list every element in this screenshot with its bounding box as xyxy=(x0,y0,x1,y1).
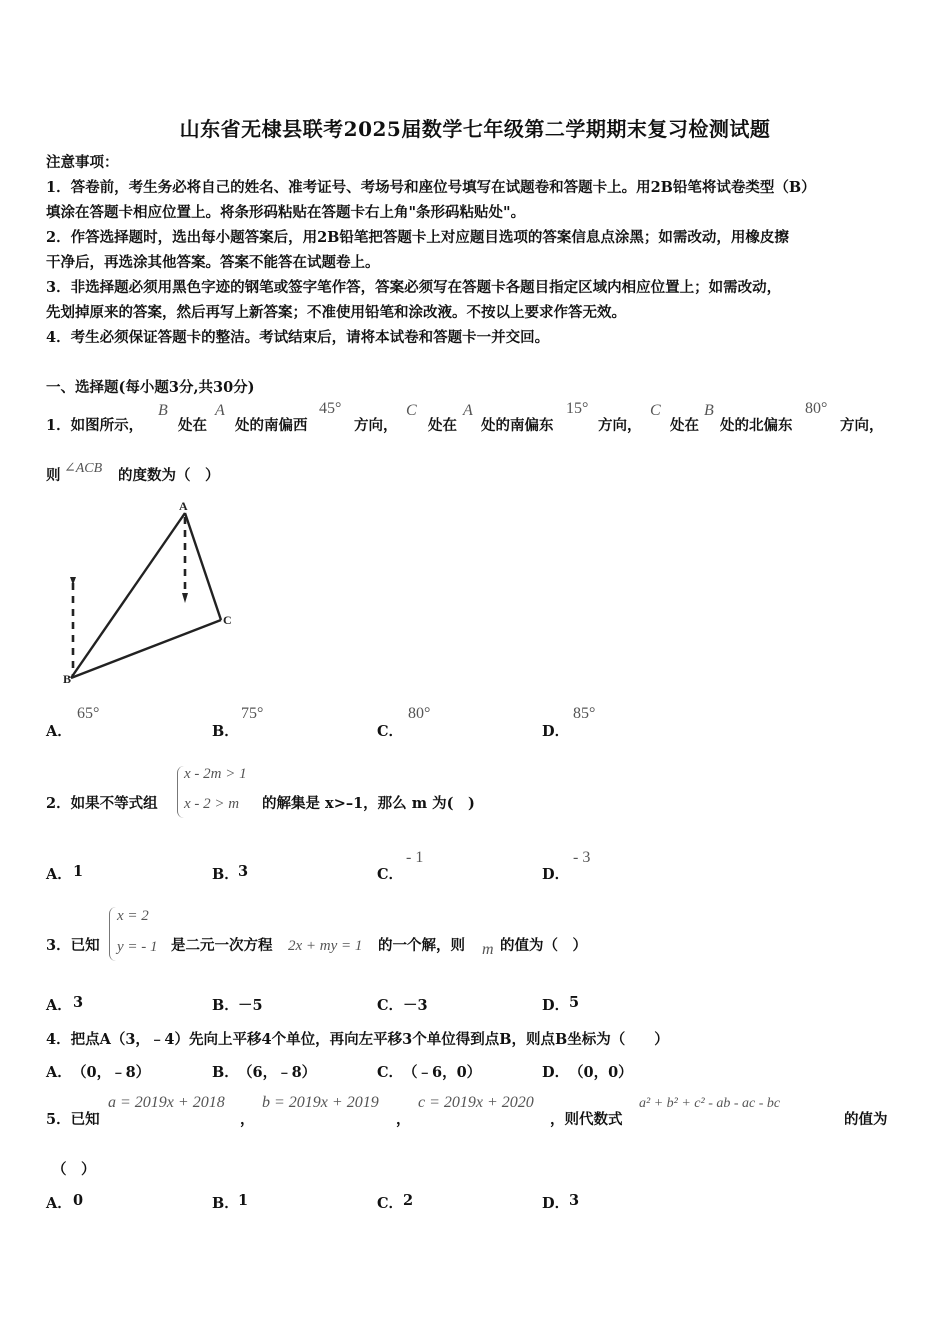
math-expr: b = 2019x + 2019 xyxy=(262,1094,379,1111)
segment-bc xyxy=(71,620,221,678)
math-expr: c = 2019x + 2020 xyxy=(418,1094,534,1111)
q1-text: 处在 xyxy=(428,417,457,434)
notice-line: 4．考生必须保证答题卡的整洁。考试结束后，请将本试卷和答题卡一并交回。 xyxy=(46,329,550,346)
notice-line: 干净后，再选涂其他答案。答案不能答在试题卷上。 xyxy=(46,254,380,271)
option-value: 75° xyxy=(241,705,264,722)
notice-heading: 注意事项： xyxy=(46,154,119,171)
option-value: 65° xyxy=(77,705,100,722)
option-label[interactable]: D． xyxy=(542,1064,570,1081)
option-label[interactable]: D． xyxy=(542,997,570,1014)
math-expr: 2x + my = 1 xyxy=(288,938,363,954)
q1-text: 处的北偏东 xyxy=(720,417,793,434)
math-angle-name: ∠ACB xyxy=(64,461,103,476)
q3-text: 是二元一次方程 xyxy=(171,937,273,954)
option-value: 3 xyxy=(238,863,249,880)
q5-text: ，则代数式 xyxy=(550,1111,623,1128)
option-label[interactable]: D． xyxy=(542,866,570,883)
math-expr: x = 2 xyxy=(117,908,149,924)
q1-text: 则 xyxy=(46,467,61,484)
option-label[interactable]: A． xyxy=(46,1195,72,1212)
fig-label-a: A xyxy=(179,499,188,513)
option-value: - 1 xyxy=(406,849,424,866)
math-var: C xyxy=(650,402,661,419)
math-var: B xyxy=(704,402,714,419)
segment-ab xyxy=(71,513,185,678)
option-label[interactable]: C． xyxy=(377,1064,404,1081)
math-var: C xyxy=(406,402,417,419)
math-var: m xyxy=(482,941,494,958)
option-label[interactable]: D． xyxy=(542,723,570,740)
option-label[interactable]: C． xyxy=(377,997,404,1014)
math-expr: y = - 1 xyxy=(117,939,158,955)
option-label[interactable]: B． xyxy=(212,997,239,1014)
option-label[interactable]: B． xyxy=(212,723,239,740)
math-var: A xyxy=(215,402,225,419)
option-value: （0，0） xyxy=(569,1064,633,1081)
q5-text: （ ） xyxy=(52,1161,96,1178)
q1-figure xyxy=(55,495,245,685)
math-var: A xyxy=(463,402,473,419)
option-label[interactable]: A． xyxy=(46,866,72,883)
option-value: 80° xyxy=(408,705,431,722)
q1-text: 处的南偏东 xyxy=(481,417,554,434)
fig-label-b: B xyxy=(63,672,72,685)
q5-text: ， xyxy=(396,1111,411,1128)
q1-text: 的度数为（ ） xyxy=(118,467,220,484)
math-var: B xyxy=(158,402,168,419)
option-label[interactable]: C． xyxy=(377,866,404,883)
option-label[interactable]: A． xyxy=(46,723,72,740)
option-label[interactable]: D． xyxy=(542,1195,570,1212)
math-expr: a = 2019x + 2018 xyxy=(108,1094,225,1111)
math-expr: a² + b² + c² - ab - ac - bc xyxy=(639,1096,781,1111)
option-label[interactable]: B． xyxy=(212,1064,239,1081)
option-label[interactable]: A． xyxy=(46,1064,72,1081)
option-label[interactable]: C． xyxy=(377,1195,404,1212)
option-value: －3 xyxy=(403,997,428,1014)
q3-text: 3．已知 xyxy=(46,937,100,954)
option-label[interactable]: B． xyxy=(212,1195,239,1212)
q1-text: 1．如图所示， xyxy=(46,417,144,434)
option-value: （6，﹣8） xyxy=(238,1064,317,1081)
option-value: 85° xyxy=(573,705,596,722)
math-expr: x - 2 > m xyxy=(184,796,240,812)
option-value: －5 xyxy=(238,997,263,1014)
fig-label-c: C xyxy=(223,613,232,627)
q1-text: 处的南偏西 xyxy=(235,417,308,434)
option-label[interactable]: B． xyxy=(212,866,239,883)
option-value: 3 xyxy=(569,1192,580,1209)
math-angle: 80° xyxy=(805,400,828,417)
notice-line: 填涂在答题卡相应位置上。将条形码粘贴在答题卡右上角"条形码粘贴处"。 xyxy=(46,204,526,221)
option-value: 2 xyxy=(403,1192,414,1209)
option-label[interactable]: A． xyxy=(46,997,72,1014)
brace xyxy=(109,907,116,961)
page-title: 山东省无棣县联考2025届数学七年级第二学期期末复习检测试题 xyxy=(179,117,771,141)
option-value: 0 xyxy=(73,1192,84,1209)
q3-text: 的一个解，则 xyxy=(378,937,465,954)
option-value: 5 xyxy=(569,994,580,1011)
q2-text: 2．如果不等式组 xyxy=(46,795,158,812)
notice-line: 3．非选择题必须用黑色字迹的钢笔或签字笔作答，答案必须写在答题卡各题目指定区域内相应位置上；如需改动， xyxy=(46,279,782,296)
q5-text: ， xyxy=(240,1111,255,1128)
south-arrow-a xyxy=(182,593,188,603)
q3-text: 的值为（ ） xyxy=(500,937,587,954)
q1-text: 处在 xyxy=(670,417,699,434)
option-value: （0，﹣8） xyxy=(72,1064,151,1081)
math-angle: 15° xyxy=(566,400,589,417)
option-value: （﹣6，0） xyxy=(403,1064,482,1081)
notice-line: 1．答卷前，考生务必将自己的姓名、准考证号、考场号和座位号填写在试题卷和答题卡上。用2B铅笔将试卷类型（B） xyxy=(46,179,816,196)
math-expr: x - 2m > 1 xyxy=(184,766,247,782)
q1-text: 方向， xyxy=(598,417,642,434)
option-value: 1 xyxy=(73,863,84,880)
notice-line: 先划掉原来的答案，然后再写上新答案；不准使用铅笔和涂改液。不按以上要求作答无效。 xyxy=(46,304,626,321)
q1-text: 处在 xyxy=(178,417,207,434)
q1-text: 方向， xyxy=(354,417,398,434)
section-heading: 一、选择题(每小题3分,共30分) xyxy=(46,379,255,396)
q5-text: 5．已知 xyxy=(46,1111,100,1128)
option-value: - 3 xyxy=(573,849,591,866)
q2-text: 的解集是 x>–1，那么 m 为( ) xyxy=(262,795,475,812)
brace xyxy=(177,766,184,818)
option-label[interactable]: C． xyxy=(377,723,404,740)
segment-ac xyxy=(185,513,221,620)
north-arrow-b xyxy=(70,577,76,585)
option-value: 3 xyxy=(73,994,84,1011)
math-angle: 45° xyxy=(319,400,342,417)
q1-text: 方向， xyxy=(840,417,884,434)
notice-line: 2．作答选择题时，选出每小题答案后，用2B铅笔把答题卡上对应题目选项的答案信息点涂黑；如需改动，用橡皮擦 xyxy=(46,229,789,246)
q5-text: 的值为 xyxy=(844,1111,888,1128)
option-value: 1 xyxy=(238,1192,249,1209)
q4-text: 4．把点A（3，﹣4）先向上平移4个单位，再向左平移3个单位得到点B，则点B坐标为（ ） xyxy=(46,1031,669,1048)
